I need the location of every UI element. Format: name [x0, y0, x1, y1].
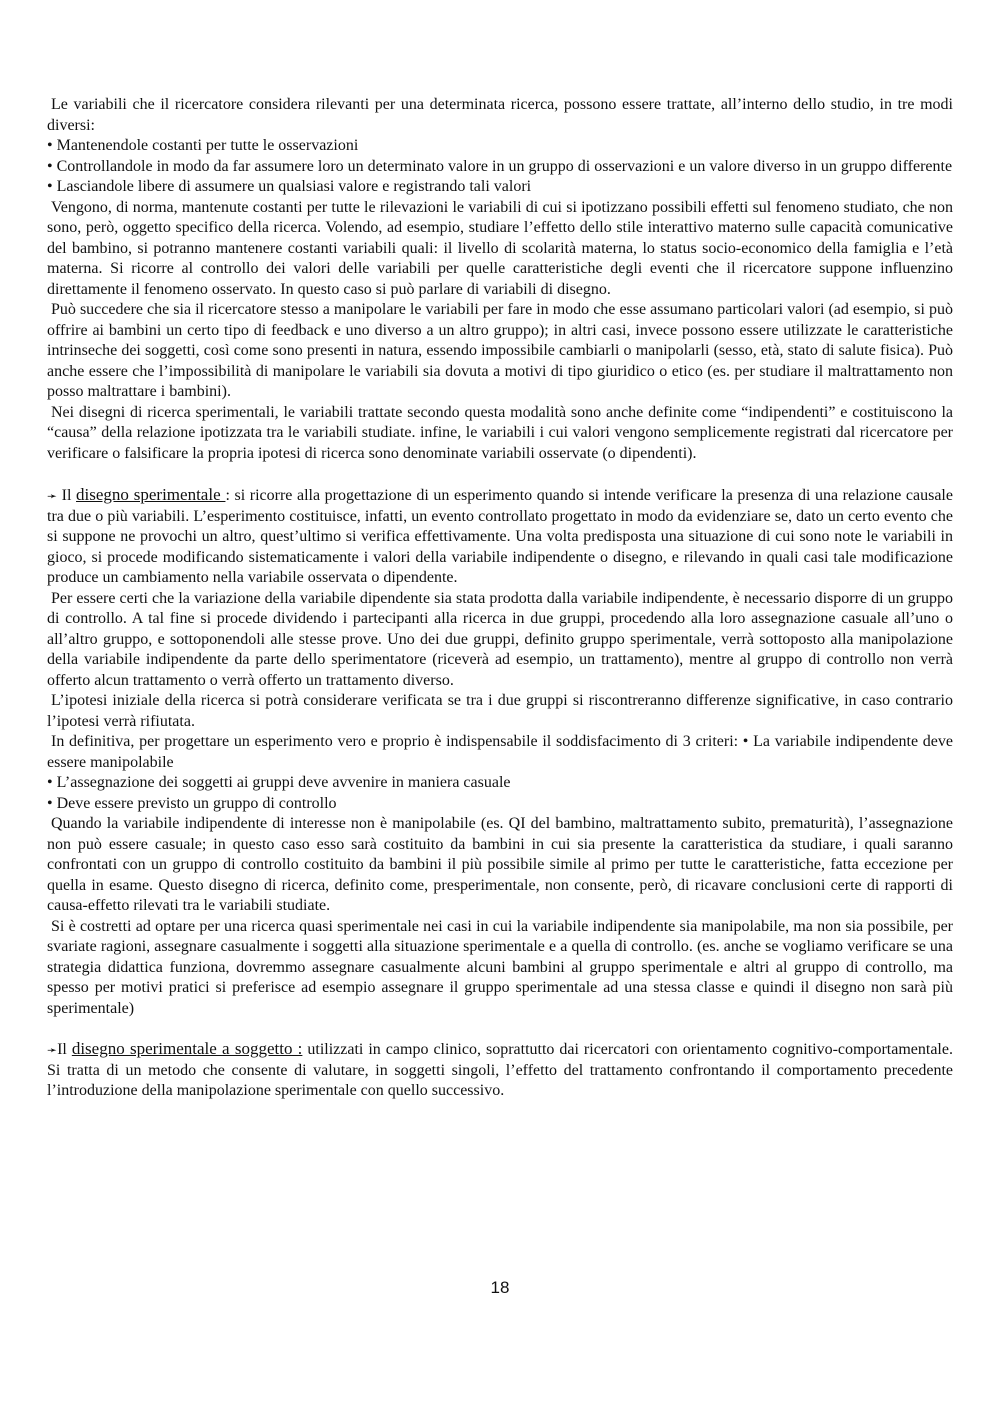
paragraph-quasi-sperimentale: Si è costretti ad optare per una ricerca quasi sperimentale nei casi in cui la variabile indipendente sia manipolabile, ma non sia possibile, per svariate ragioni, assegnare casualmente i soggetti alla situazione sperimentale e a quella di controllo. (es. anche se vogliamo verificare se una strategia didattica funziona, dovremmo assegnare casualmente alcuni bambini al gruppo sperimentale e altri al gruppo di controllo, ma spesso per motivi pratici si preferisce ad esempio assegnare il gruppo sperimentale ad una stessa classe e quindi il disegno non sarà più sperimentale) — [47, 917, 953, 1017]
section-prefix: Il — [57, 487, 77, 504]
section-lead: utilizzati in campo clinico, soprattutto dai ricercatori con orientamento cognitivo-comportamentale. Si tratta di un metodo che consente di valutare, in soggetti singoli, l’effetto del trattamento confrontando il comportamento precedente l’introduzione della manipolazione sperimentale con quello successivo. — [47, 1041, 953, 1099]
section-spacer — [47, 1019, 953, 1039]
paragraph-intro: Le variabili che il ricercatore considera rilevanti per una determinata ricerca, possono essere trattate, all’interno dello studio, in tre modi diversi: — [47, 96, 953, 134]
section-heading: disegno sperimentale a soggetto : — [71, 1039, 303, 1058]
section-heading: disegno sperimentale — [76, 485, 226, 504]
section-disegno-sperimentale — [47, 485, 953, 589]
paragraph-ipotesi: L’ipotesi iniziale della ricerca si potrà considerare verificata se tra i due gruppi si riscontreranno differenze significative, in caso contrario l’ipotesi verrà rifiutata. — [47, 692, 953, 730]
paragraph-gruppo-controllo: Per essere certi che la variazione della variabile dipendente sia stata prodotta dalla variabile indipendente, è necessario disporre di un gruppo di controllo. A tal fine si procede dividendo i partecipanti alla ricerca in due gruppi, procedendo alla loro assegnazione casuale all’uno o all’altro gruppo, e sottoponendoli alle stesse prove. Uno dei due gruppi, definito gruppo sperimentale, verrà sottoposto alla manipolazione della variabile indipendente da parte dello sperimentatore (riceverà ad esempio, un trattamento), mentre al gruppo di controllo non verrà offerto alcun trattamento o verrà offerto un trattamento diverso. — [47, 589, 953, 689]
list-item-assegnazione: • L’assegnazione dei soggetti ai gruppi deve avvenire in maniera casuale — [47, 774, 511, 791]
section-spacer — [47, 464, 953, 485]
paragraph-manipolazione: Può succedere che sia il ricercatore stesso a manipolare le variabili per fare in modo che esse assumano particolari valori (ad esempio, si può offrire ai bambini un certo tipo di feedback e uno diverso a un altro gruppo); in altri casi, invece possono essere utilizzate le caratteristiche intrinseche dei soggetti, così come sono presenti in natura, essendo impossibile cambiarli o manipolarli (sesso, età, stato di salute fisica). Può anche essere che l’impossibilità di manipolare le variabili sia dovuta a motivi di tipo giuridico o etico (es. per studiare il maltrattamento non posso maltrattare i bambini). — [47, 301, 953, 400]
list-item-costanti: • Mantenendole costanti per tutte le osservazioni — [47, 137, 359, 154]
paragraph-criteri: In definitiva, per progettare un esperimento vero e proprio è indispensabile il soddisfacimento di 3 criteri: • La variabile indipendente deve essere manipolabile — [47, 733, 953, 771]
page-number: 18 — [490, 1278, 510, 1297]
section-prefix: Il — [57, 1041, 72, 1058]
list-item-libere: • Lasciandole libere di assumere un qualsiasi valore e registrando tali valori — [47, 178, 532, 195]
section-disegno-soggetto — [47, 1039, 953, 1102]
section-lead: : si ricorre alla progettazione di un esperimento quando si intende verificare la presenza di una relazione causale tra due o più variabili. L’esperimento costituisce, infatti, un evento controllato progettato in modo da evidenziare se, dato un certo evento che si suppone ne provochi un altro, quest’ultimo si verifica effettivamente. Una volta predisposta una situazione di cui sono note le variabili in gioco, si procede modificando sistematicamente i valori della variabile indipendente o disegno, e rilevando in quali casi tale modificazione produce un cambiamento nella variabile osservata o dipendente. — [47, 487, 953, 586]
paragraph-indipendenti: Nei disegni di ricerca sperimentali, le variabili trattate secondo questa modalità sono anche definite come “indipendenti” e costituiscono la “causa” della relazione ipotizzata tra le variabili studiate. infine, le variabili i cui valori vengono semplicemente registrati dal ricercatore per verificare o falsificare la propria ipotesi di ricerca sono denominate variabili osservate (o dipendenti). — [47, 403, 953, 462]
document-body — [47, 95, 953, 1102]
list-item-gruppo-controllo: • Deve essere previsto un gruppo di controllo — [47, 794, 337, 812]
arrow-icon: ➛ — [47, 1043, 58, 1057]
paragraph-presperimentale: Quando la variabile indipendente di interesse non è manipolabile (es. QI del bambino, maltrattamento subito, prematurità), l’assegnazione non può essere casuale; in questo caso esso sarà costituito da bambini in cui sia presente la caratteristica da studiare, i quali saranno confrontati con un gruppo di controllo costituito da bambini il più possibile simile al primo per tutte le caratteristiche, fatta eccezione per quella in esame. Questo disegno di ricerca, definito come, presperimentale, non consente, però, di ricavare conclusioni certe di rapporti di causa-effetto rilevati tra le variabili studiate. — [47, 815, 953, 914]
list-item-controllo: • Controllandole in modo da far assumere loro un determinato valore in un gruppo di osservazioni e un valore diverso in un gruppo differente — [47, 157, 953, 175]
arrow-icon: ➛ — [47, 489, 58, 503]
paragraph-variabili-disegno: Vengono, di norma, mantenute costanti per tutte le rilevazioni le variabili di cui si ipotizzano possibili effetti sul fenomeno studiato, che non sono, però, oggetto specifico della ricerca. Volendo, ad esempio, studiare l’effetto dello stile interattivo materno sulle capacità comunicative del bambino, si potranno mantenere costanti variabili quali: il livello di scolarità materna, lo status socio-economico della famiglia e l’età materna. Si ricorre al controllo dei valori delle variabili per quelle caratteristiche degli eventi che il ricercatore suppone influenzino direttamente il fenomeno osservato. In questo caso si può parlare di variabili di disegno. — [47, 198, 953, 298]
